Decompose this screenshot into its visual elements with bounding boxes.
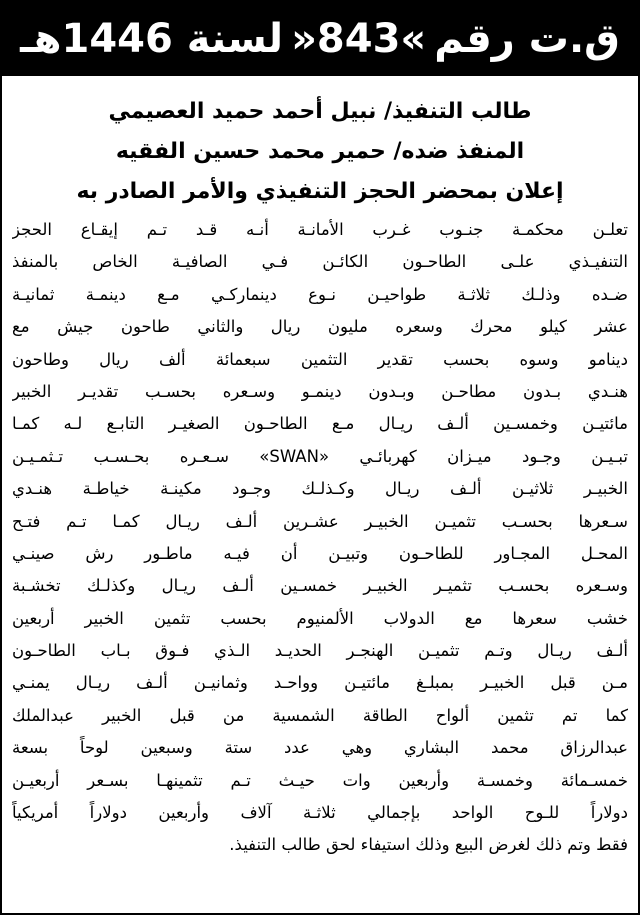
body-line: ضـده وذلـك ثلاثـة طواحيـن نـوع دينماركـي مـع دينمـة ثمانيـة — [12, 284, 628, 304]
body-line: وسـعره بحسـب تثميـر الخبيـر خمسـين ألـف ريـال وكذلـك تخشـبة — [12, 576, 628, 596]
notice-body — [12, 214, 628, 904]
body-line: عشر كيلو محرك وسعره مليون ريال والثاني طاحون جيش مع — [12, 317, 628, 337]
body-line: فقط وتم ذلك لغرض البيع وذلك استيفاء لحق طالب التنفيذ. — [229, 835, 628, 855]
body-line: ألـف ريـال وتـم تثميـن الهنجـر الحديـد الـذي فـوق بـاب الطاحـون — [12, 641, 628, 661]
title-case-year: لسنة 1446هـ — [20, 16, 284, 62]
title-case-number: »843« — [291, 16, 427, 62]
body-line: خمسـمائة وخمسـة وأربعين وات حيـث تـم تثمينهـا بسـعر أربعيـن — [12, 770, 628, 790]
notice-title-bar — [2, 2, 638, 76]
body-line: دولاراً للـوح الواحد بإجمالي ثلاثـة آلاف وأربعين دولاراً أمريكياً — [12, 803, 628, 823]
body-line: سـعرها بحسـب تثميـن الخبيـر عشـرين ألـف ريـال كمـا تـم فتـح — [12, 511, 628, 531]
body-line: تبـيـن وجـود ميـزان كهربائـي «SWAN» سـعـره بحـسـب تـثمـيـن — [12, 446, 628, 466]
announcement-heading: إعلان بمحضر الحجز التنفيذي والأمر الصادر به — [76, 179, 564, 204]
body-line: تعلـن محكمـة جنـوب غـرب الأمانـة أنـه قـد تـم إيقـاع الحجز — [12, 220, 628, 239]
body-line: المحـل المجـاور للطاحـون وتبيـن أن فيـه ماطـور رش صينـي — [12, 543, 628, 563]
body-line: عبدالرزاق محمد البشاري وهي عدد ستة وسبعين لوحاً بسعة — [12, 738, 628, 758]
body-line: مـن قبل الخبيـر بمبلـغ مائتيـن وواحـد وثمانيـن ألـف ريـال يمنـي — [12, 673, 628, 693]
body-line: دينامو وسوه بحسب تقدير التثمين سبعمائة ألف ريال وطاحون — [12, 349, 628, 369]
body-line: كما تم تثمين ألواح الطاقة الشمسية من قبل الخبير عبدالملك — [12, 705, 628, 725]
applicant-line: طالب التنفيذ/ نبيل أحمد حميد العصيمي — [108, 99, 532, 124]
body-line: التنفيـذي علـى الطاحـون الكائـن فـي الصافيـة الخاص بالمنفذ — [12, 252, 628, 272]
respondent-line: المنفذ ضده/ حمير محمد حسين الفقيه — [115, 139, 525, 164]
body-line: الخبيـر ثلاثيـن ألـف ريـال وكـذلـك وجـود مكينـة خياطـة هنـدي — [12, 479, 628, 499]
title-case-label: ق.ت رقم — [434, 16, 620, 62]
body-line: هنـدي بـدون مطاحـن وبـدون دينمـو وسـعره بحسـب تقديـر الخبير — [12, 381, 628, 401]
body-line: مائتيـن وخمسـين ألـف ريـال مـع الطاحـون الصغيـر التابـع لـه كمـا — [12, 414, 628, 434]
body-line: خشب سعرها مع الدولاب الألمنيوم بحسب تثمين الخبير أربعين — [12, 608, 628, 628]
notice-headings — [2, 92, 638, 212]
